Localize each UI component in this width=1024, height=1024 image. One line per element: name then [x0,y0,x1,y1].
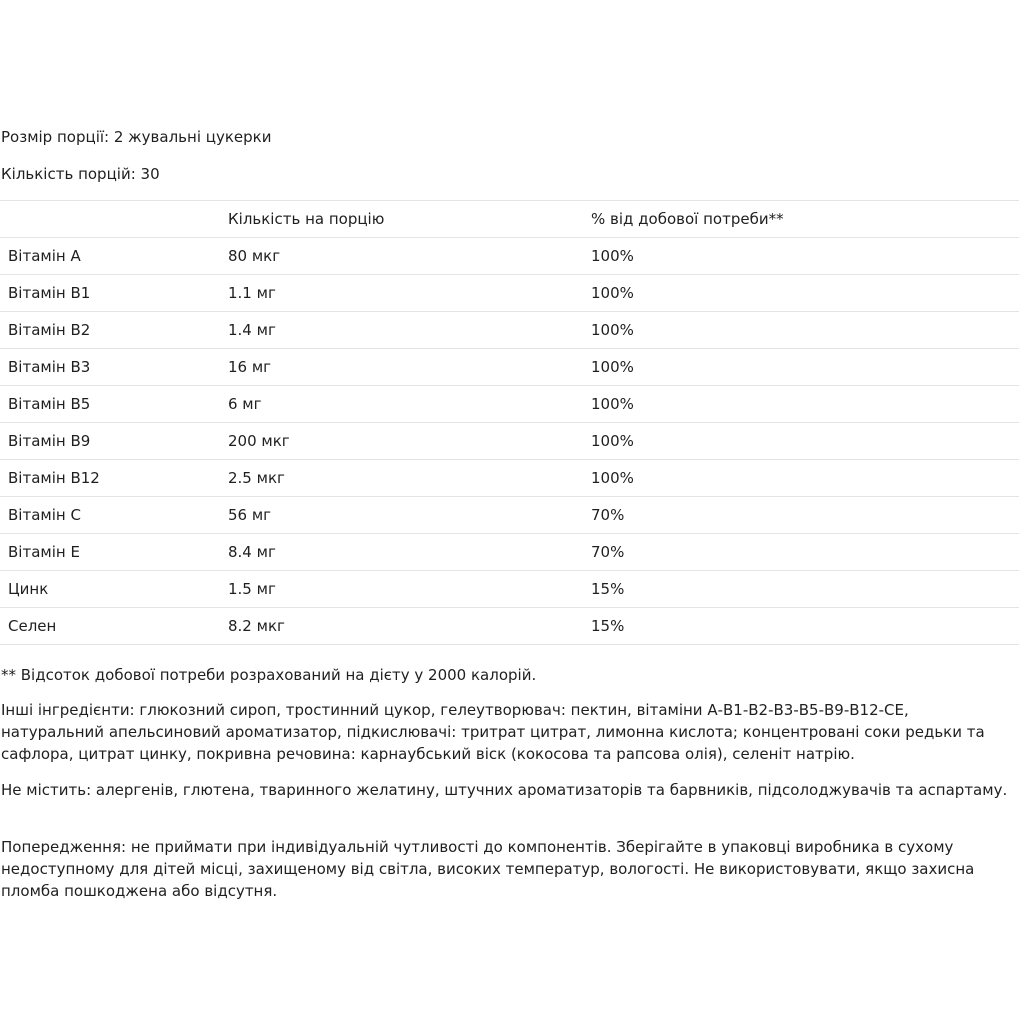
header-daily-value: % від добової потреби** [591,210,784,228]
table-row [0,348,1019,385]
warning-statement: Попередження: не приймати при індивідуальній чутливості до компонентів. Зберігайте в упаковці виробника в сухому недоступному для дітей місці, захищеному від світла, високих температур, вологості. Не використовувати, якщо захисна пломба пошкоджена або відсутня. [1,838,975,900]
nutrient-amount: 1.4 мг [228,321,276,339]
nutrient-name: Вітамін Е [8,543,80,561]
nutrient-amount: 80 мкг [228,247,281,265]
nutrient-amount: 1.1 мг [228,284,276,302]
nutrient-daily-value: 100% [591,358,634,376]
table-row [0,311,1019,348]
nutrient-daily-value: 100% [591,284,634,302]
nutrient-name: Вітамін В9 [8,432,91,450]
table-row [0,496,1019,533]
nutrient-name: Селен [8,617,57,635]
table-row [0,237,1019,274]
nutrient-amount: 56 мг [228,506,272,524]
header-amount: Кількість на порцію [228,210,385,228]
table-row [0,607,1019,645]
nutrient-name: Вітамін В2 [8,321,91,339]
nutrient-daily-value: 100% [591,432,634,450]
nutrient-amount: 2.5 мкг [228,469,285,487]
nutrient-amount: 1.5 мг [228,580,276,598]
nutrient-daily-value: 70% [591,506,625,524]
nutrient-amount: 8.2 мкг [228,617,285,635]
nutrient-name: Вітамін С [8,506,81,524]
nutrient-amount: 8.4 мг [228,543,276,561]
nutrient-name: Вітамін В3 [8,358,91,376]
table-row [0,274,1019,311]
nutrient-amount: 6 мг [228,395,262,413]
nutrient-daily-value: 15% [591,617,625,635]
nutrient-name: Вітамін В12 [8,469,100,487]
table-row [0,570,1019,607]
table-row [0,385,1019,422]
other-ingredients: Інші інгредієнти: глюкозний сироп, тростинний цукор, гелеутворювач: пектин, вітаміни А-В1-В2-В3-В5-В9-В12-СЕ, натуральний апельсиновий ароматизатор, підкислювачі: тритрат цитрат, лимонна кислота; концентровані соки редьки та сафлора, цитрат цинку, покривна речовина: карнаубський віск (кокосова та рапсова олія), селеніт натрію. [1,701,985,763]
table-header-row [0,200,1019,237]
nutrient-daily-value: 100% [591,247,634,265]
nutrient-name: Цинк [8,580,49,598]
nutrient-daily-value: 100% [591,321,634,339]
free-from-statement: Не містить: алергенів, глютена, тваринного желатину, штучних ароматизаторів та барвників, підсолоджувачів та аспартаму. [1,781,1008,799]
nutrient-name: Вітамін А [8,247,81,265]
nutrient-table [0,200,1019,645]
nutrient-amount: 16 мг [228,358,272,376]
servings-per-container: Кількість порцій: 30 [1,165,160,183]
nutrient-daily-value: 70% [591,543,625,561]
table-row [0,459,1019,496]
table-row [0,422,1019,459]
serving-size: Розмір порції: 2 жувальні цукерки [1,128,272,146]
nutrient-name: Вітамін В1 [8,284,91,302]
nutrient-daily-value: 100% [591,395,634,413]
table-row [0,533,1019,570]
nutrient-name: Вітамін В5 [8,395,91,413]
nutrient-daily-value: 15% [591,580,625,598]
daily-value-footnote: ** Відсоток добової потреби розрахований на дієту у 2000 калорій. [1,666,537,684]
nutrient-amount: 200 мкг [228,432,290,450]
nutrient-daily-value: 100% [591,469,634,487]
